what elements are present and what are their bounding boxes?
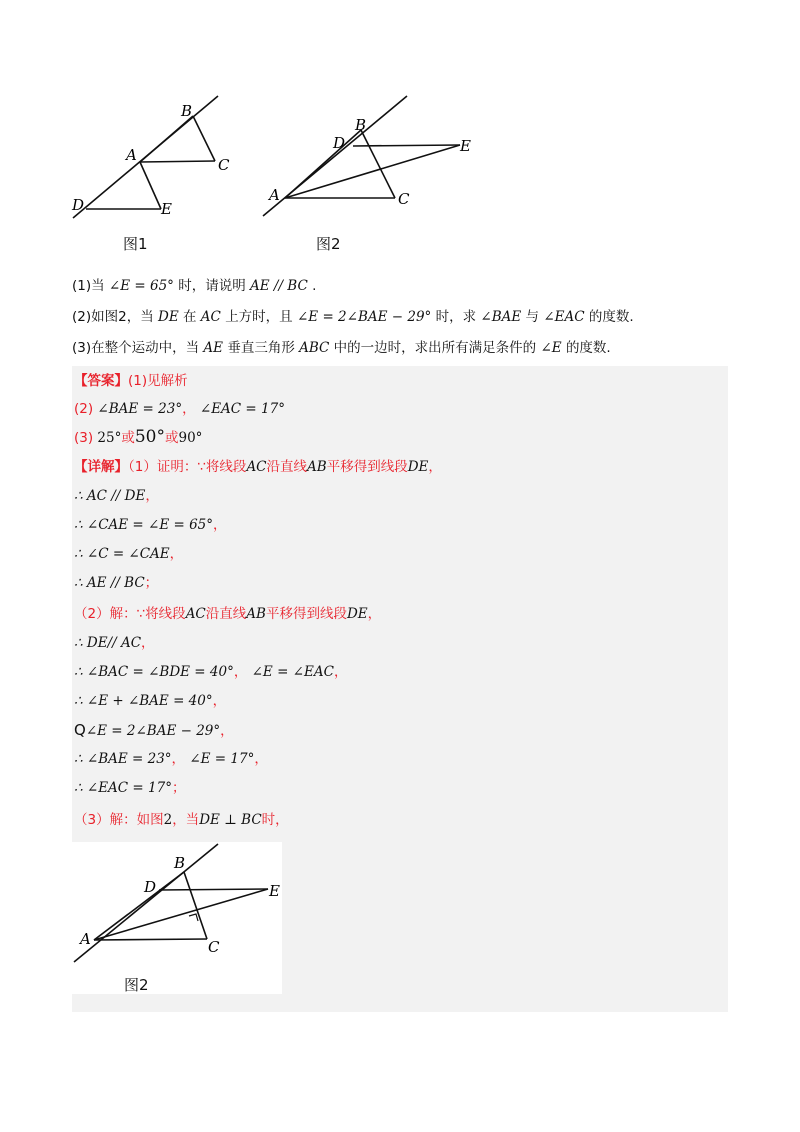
detail-line-5: ∴ AE // BC； bbox=[74, 575, 159, 591]
detail-line-11: ∴ ∠BAE = 23°， ∠E = 17°， bbox=[74, 751, 268, 767]
detail-line-6: （2）解：∵将线段AC沿直线AB平移得到线段DE， bbox=[74, 606, 382, 622]
fig1-label-c: C bbox=[218, 156, 230, 174]
figure-1-caption: 图1 bbox=[123, 235, 148, 253]
answer-line-3: (3) 25°或50°或90° bbox=[74, 427, 203, 447]
fig3-label-d: D bbox=[144, 878, 157, 896]
solution-figure-panel bbox=[72, 842, 282, 994]
figure-2-caption: 图2 bbox=[316, 235, 341, 253]
detail-line-8: ∴ ∠BAC = ∠BDE = 40°， ∠E = ∠EAC， bbox=[74, 664, 348, 680]
solution-figure-caption: 图2 bbox=[124, 976, 149, 994]
detail-line-7: ∴ DE// AC， bbox=[74, 635, 155, 651]
figure-2 bbox=[255, 88, 485, 228]
fig3-label-a: A bbox=[80, 930, 91, 948]
q1-expression: AE // BC bbox=[250, 278, 308, 294]
detail-line-10: Q∠E = 2∠BAE − 29°， bbox=[74, 721, 234, 739]
fig2-label-d: D bbox=[333, 134, 346, 152]
question-2: (2)如图2，当 DE 在 AC 上方时，且 ∠E = 2∠BAE − 29° 时，求 ∠BAE 与 ∠EAC 的度数. bbox=[72, 309, 634, 325]
detail-line-9: ∴ ∠E + ∠BAE = 40°， bbox=[74, 693, 227, 709]
answer-line-2: (2) ∠BAE = 23°， ∠EAC = 17° bbox=[74, 401, 285, 417]
fig3-label-c: C bbox=[208, 938, 220, 956]
fig2-label-a: A bbox=[269, 186, 280, 204]
fig1-label-e: E bbox=[161, 200, 172, 218]
detail-line-13: （3）解：如图2，当DE ⊥ BC时， bbox=[74, 812, 289, 828]
detail-line-12: ∴ ∠EAC = 17°； bbox=[74, 780, 186, 796]
question-1: (1)当 ∠E = 65° 时，请说明 AE // BC . bbox=[72, 278, 317, 294]
fig2-label-b: B bbox=[355, 116, 367, 134]
solution-figure bbox=[72, 842, 282, 994]
answer-line-1: 【答案】(1)见解析 bbox=[74, 373, 188, 389]
detail-line-4: ∴ ∠C = ∠CAE， bbox=[74, 546, 184, 562]
detail-line-2: ∴ AC // DE， bbox=[74, 488, 159, 504]
fig2-label-c: C bbox=[398, 190, 410, 208]
fig3-label-b: B bbox=[174, 854, 186, 872]
detail-line-1: 【详解】（1）证明：∵将线段AC沿直线AB平移得到线段DE， bbox=[74, 459, 442, 475]
fig1-label-d: D bbox=[72, 196, 85, 214]
fig3-label-e: E bbox=[269, 882, 280, 900]
fig1-label-a: A bbox=[126, 146, 137, 164]
question-3: (3)在整个运动中，当 AE 垂直三角形 ABC 中的一边时，求出所有满足条件的 ∠E 的度数. bbox=[72, 340, 611, 356]
fig2-label-e: E bbox=[460, 137, 471, 155]
q2-condition: ∠E = 2∠BAE − 29° bbox=[296, 309, 432, 325]
figure-1 bbox=[60, 88, 260, 228]
q1-condition: ∠E = 65° bbox=[108, 278, 174, 294]
detail-line-3: ∴ ∠CAE = ∠E = 65°， bbox=[74, 517, 227, 533]
fig1-label-b: B bbox=[181, 102, 193, 120]
